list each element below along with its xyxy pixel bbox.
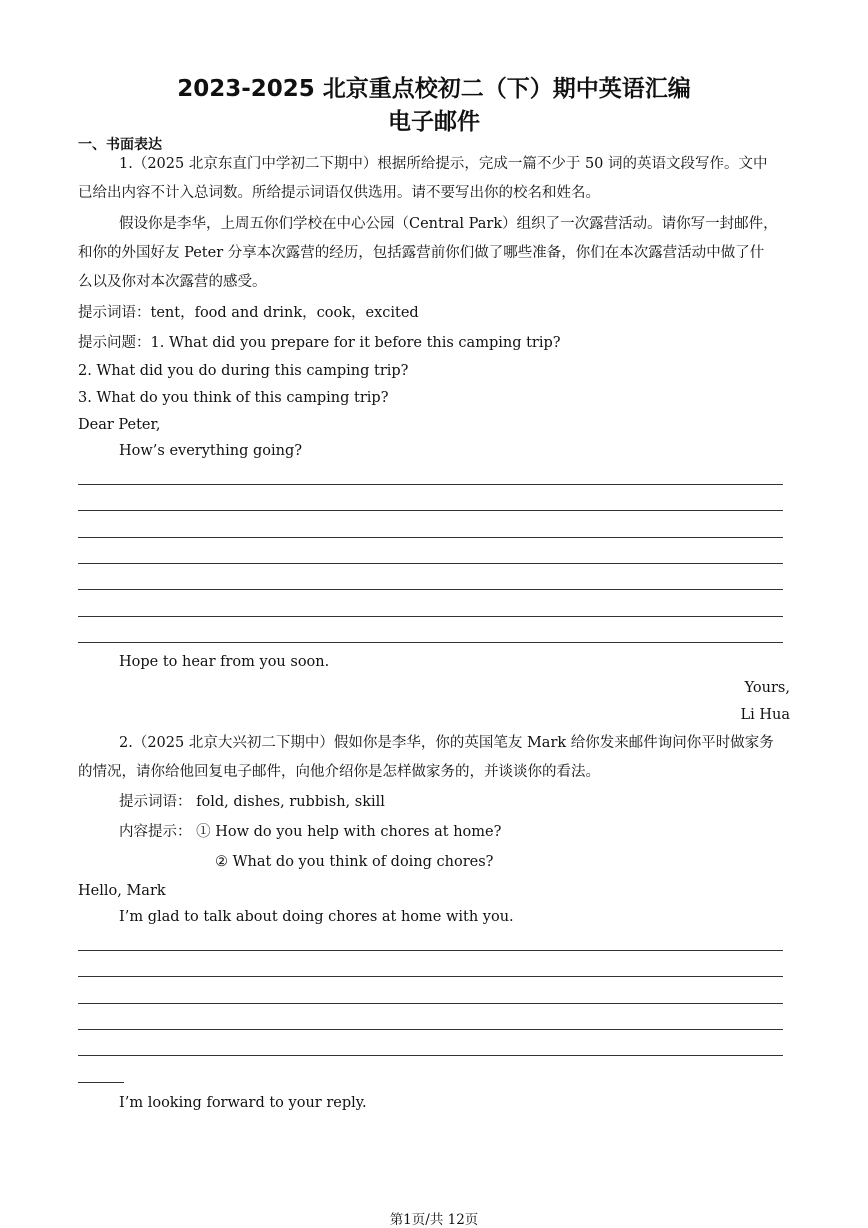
q2-hint-content1: 内容提示： ① How do you help with chores at home?: [119, 824, 502, 840]
q1-intro-line2: 已给出内容不计入总词数。所给提示词语仅供选用。请不要写出你的校名和姓名。: [78, 185, 600, 201]
q1-hint-words: 提示词语：tent，food and drink，cook，excited: [78, 305, 419, 321]
q1-writing-line[interactable]: [78, 510, 783, 511]
q1-signature: Li Hua: [740, 707, 790, 723]
q2-greeting: Hello, Mark: [78, 883, 166, 899]
q1-writing-line[interactable]: [78, 563, 783, 564]
q2-intro-line1: 2.（2025 北京大兴初二下期中）假如你是李华，你的英国笔友 Mark 给你发来邮件询问你平时做家务: [119, 735, 774, 751]
q2-hint-words: 提示词语： fold, dishes, rubbish, skill: [119, 794, 385, 810]
q1-writing-line[interactable]: [78, 642, 783, 643]
q2-writing-line[interactable]: [78, 976, 783, 977]
q1-task-line2: 和你的外国好友 Peter 分享本次露营的经历，包括露营前你们做了哪些准备，你们在本次露营活动中做了什: [78, 245, 765, 261]
q2-hint-content2: ② What do you think of doing chores?: [215, 854, 494, 870]
q1-writing-line[interactable]: [78, 537, 783, 538]
q2-intro-line2: 的情况，请你给他回复电子邮件，向他介绍你是怎样做家务的，并谈谈你的看法。: [78, 764, 600, 780]
q1-task-line3: 么以及你对本次露营的感受。: [78, 274, 267, 290]
q2-writing-line-short[interactable]: [78, 1082, 124, 1083]
q1-hint-question3: 3. What do you think of this camping trip?: [78, 390, 389, 406]
q1-writing-line[interactable]: [78, 589, 783, 590]
q2-writing-line[interactable]: [78, 1003, 783, 1004]
q1-closing: Hope to hear from you soon.: [119, 654, 330, 670]
document-subtitle: 电子邮件: [388, 109, 480, 135]
q1-greeting: Dear Peter,: [78, 417, 161, 433]
q2-writing-line[interactable]: [78, 1055, 783, 1056]
q2-writing-line[interactable]: [78, 1029, 783, 1030]
section-heading: 一、书面表达: [78, 137, 162, 153]
q1-intro-line1: 1.（2025 北京东直门中学初二下期中）根据所给提示，完成一篇不少于 50 词的英语文段写作。文中: [119, 156, 768, 172]
q1-sign-off: Yours,: [744, 680, 790, 696]
q1-task-line1: 假设你是李华，上周五你们学校在中心公园（Central Park）组织了一次露营活动。请你写一封邮件，: [119, 216, 778, 232]
q1-hint-question1: 提示问题：1. What did you prepare for it before this camping trip?: [78, 335, 561, 351]
q1-writing-line[interactable]: [78, 616, 783, 617]
document-title: 2023-2025 北京重点校初二（下）期中英语汇编: [177, 76, 691, 102]
page-number: 第1页/共 12页: [389, 1212, 479, 1228]
q2-closing: I’m looking forward to your reply.: [119, 1095, 367, 1111]
q1-opening: How’s everything going?: [119, 443, 302, 459]
q1-hint-question2: 2. What did you do during this camping trip?: [78, 363, 409, 379]
q2-opening: I’m glad to talk about doing chores at home with you.: [119, 909, 514, 925]
q1-writing-line[interactable]: [78, 484, 783, 485]
q2-writing-line[interactable]: [78, 950, 783, 951]
